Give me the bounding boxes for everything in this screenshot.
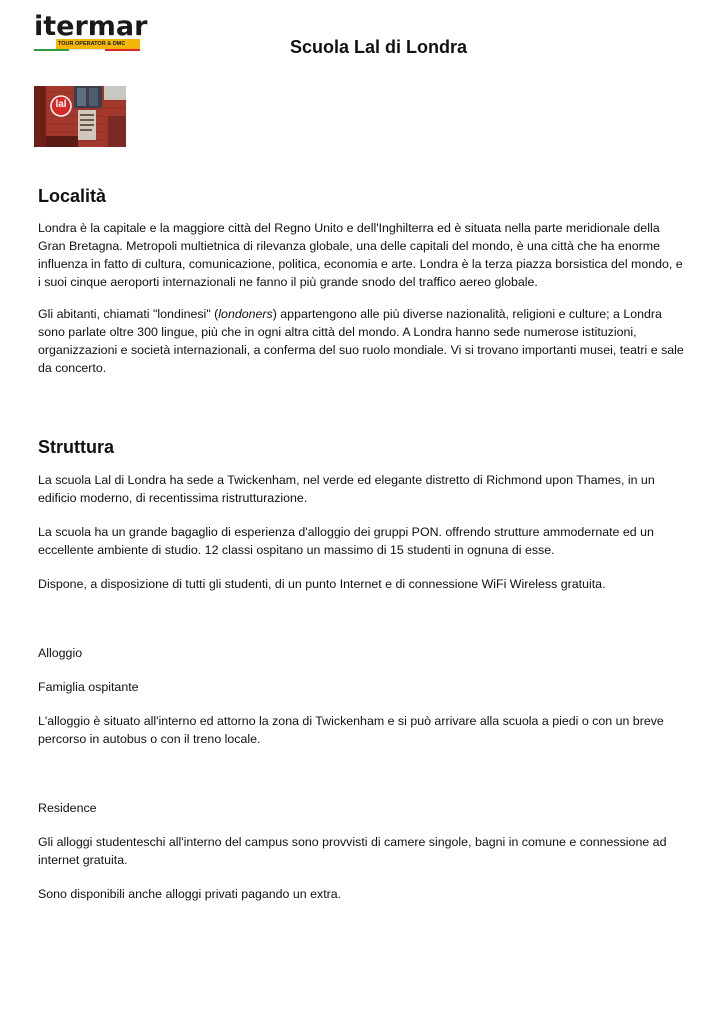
famiglia-ospitante-label: Famiglia ospitante (38, 680, 139, 694)
school-photo-image (34, 86, 126, 147)
alloggio-label: Alloggio (38, 646, 83, 660)
flag-white (69, 49, 104, 51)
itermar-logo (34, 11, 148, 54)
logo-name: itermar (34, 11, 148, 42)
localita-paragraph-2 (38, 305, 688, 377)
school-photo (34, 86, 126, 147)
localita-heading: Località (38, 186, 107, 206)
struttura-paragraph-3: Dispone, a disposizione di tutti gli studenti, di un punto Internet e di connessione WiFi Wireless gratuita. (38, 577, 606, 591)
logo-tagline: TOUR OPERATOR & DMC (58, 41, 126, 47)
localita-p2-before: Gli abitanti, chiamati "londinesi" ( (38, 307, 219, 321)
residence-text-1: Gli alloggi studenteschi all'interno del campus sono provvisti di camere singole, bagni in comune e connessione ad internet gratuita. (38, 835, 667, 867)
flag-green (34, 49, 69, 51)
struttura-heading: Struttura (38, 437, 114, 457)
localita-p2-italic: londoners (218, 307, 273, 321)
struttura-paragraph-2: La scuola ha un grande bagaglio di esperienza d'alloggio dei gruppi PON. offrendo strutture ammodernate ed un eccellente ambiente di studio. 12 classi ospitano un massimo di 15 studenti in ognuna di esse. (38, 525, 654, 557)
photo-sign-text: lal (55, 99, 67, 110)
logo-flag (34, 49, 140, 51)
famiglia-ospitante-text: L'alloggio è situato all'interno ed attorno la zona di Twickenham e si può arrivare alla scuola a piedi o con un breve percorso in autobus o con il treno locale. (38, 714, 664, 746)
page-title: Scuola Lal di Londra (290, 37, 468, 57)
flag-red (105, 49, 140, 51)
residence-text-2: Sono disponibili anche alloggi privati pagando un extra. (38, 887, 342, 901)
residence-label: Residence (38, 801, 97, 815)
localita-paragraph-1: Londra è la capitale e la maggiore città del Regno Unito e dell'Inghilterra ed è situata nella parte meridionale della Gran Bretagna. Metropoli multietnica di rilevanza globale, una delle capitali del mondo, è una città che ha enorme influenza in fatto di cultura, comunicazione, politica, economia e arte. Londra è la terza piazza borsistica del mondo, e i suoi cinque aeroporti internazionali ne fanno il più grande snodo del traffico aereo globale. (38, 221, 683, 289)
struttura-paragraph-1: La scuola Lal di Londra ha sede a Twickenham, nel verde ed elegante distretto di Richmond upon Thames, in un edificio moderno, di recentissima ristrutturazione. (38, 473, 655, 505)
localita-p2-after: ) appartengono alle più diverse nazionalità, religioni e culture; a Londra sono parlate oltre 300 lingue, più che in ogni altra città del mondo. A Londra hanno sede numerose istituzioni, organizzazioni e società internazionali, a conferma del suo ruolo mondiale. Vi si trovano importanti musei, teatri e sale da concerto. (38, 307, 684, 375)
